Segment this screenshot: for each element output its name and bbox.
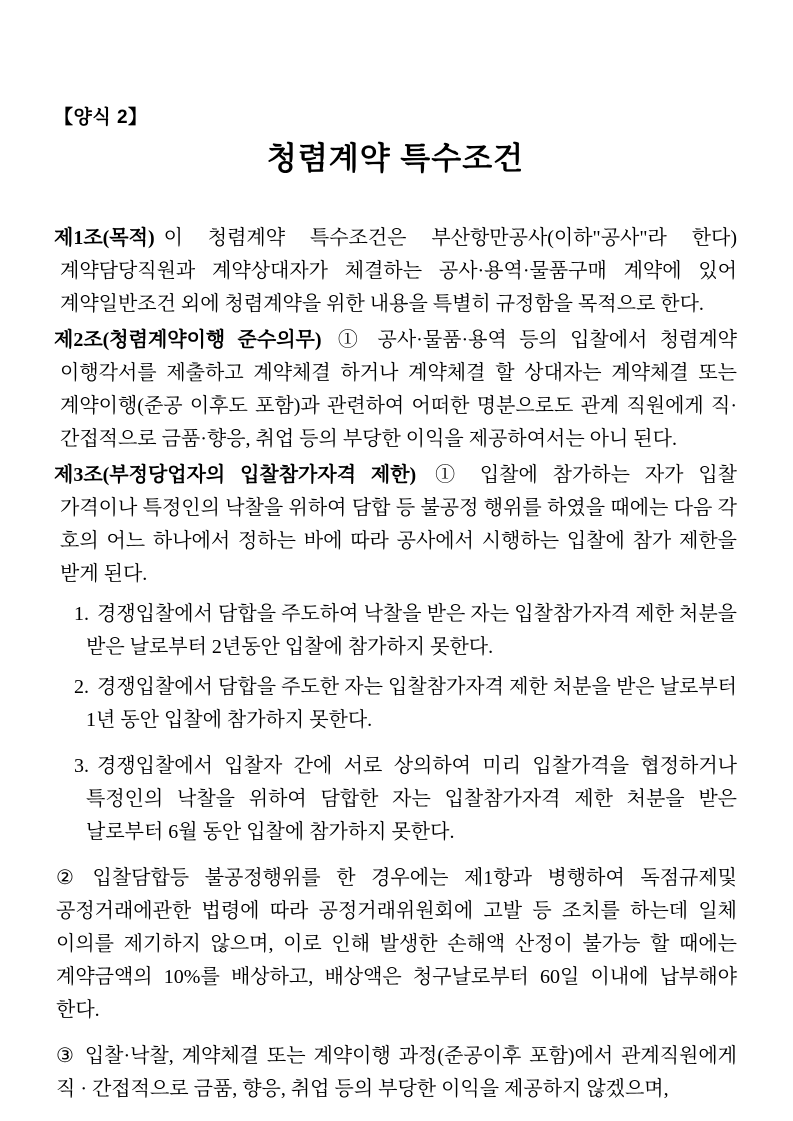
- article-2-body: ① 공사·물품·용역 등의 입찰에서 청렴계약 이행각서를 제출하고 계약체결 하거나 계약체결 할 상대자는 계약체결 또는 계약이행(준공 이후도 포함)과 관련하여 어떠한 명분으로도 관계 직원에게 직·간접적으로 금품·향응, 취업 등의 부당한 이익을 제공하여서는 아니 된다.: [60, 329, 737, 450]
- list-item-2: [54, 671, 737, 737]
- article-3: [54, 459, 737, 591]
- list-item-2-number: 2.: [74, 676, 89, 698]
- sub-paragraph-3-text: 입찰·낙찰, 계약체결 또는 계약이행 과정(준공이후 포함)에서 관계직원에게 직 · 간접적으로 금품, 향응, 취업 등의 부당한 이익을 제공하지 않겠으며,: [56, 1045, 737, 1100]
- list-item-1-text: 경쟁입찰에서 담합을 주도하여 낙찰을 받은 자는 입찰참가자격 제한 처분을 받은 날로부터 2년동안 입찰에 참가하지 못한다.: [86, 603, 737, 658]
- article-1-body: 이 청렴계약 특수조건은 부산항만공사(이하"공사"라 한다) 계약담당직원과 계약상대자가 체결하는 공사·용역·물품구매 계약에 있어 계약일반조건 외에 청렴계약을 위한 내용을 특별히 규정함을 목적으로 한다.: [60, 227, 737, 315]
- list-item-1-number: 1.: [74, 603, 89, 625]
- list-item-1: [54, 598, 737, 664]
- sub-paragraph-2-marker: ②: [56, 867, 85, 889]
- restriction-list: [54, 598, 737, 849]
- article-2-heading: 제2조(청렴계약이행 준수의무): [54, 329, 322, 351]
- list-item-3-number: 3.: [74, 755, 89, 777]
- document-title: 청렴계약 특수조건: [266, 141, 525, 176]
- form-label: 【양식 2】: [54, 107, 148, 128]
- list-item-3: [54, 750, 737, 849]
- sub-paragraph-3: [54, 1040, 737, 1106]
- sub-paragraph-3-marker: ③: [56, 1045, 77, 1067]
- list-item-3-text: 경쟁입찰에서 입찰자 간에 서로 상의하여 미리 입찰가격을 협정하거나 특정인의 낙찰을 위하여 담합한 자는 입찰참가자격 제한 처분을 받은 날로부터 6월 동안 입찰에 참가하지 못한다.: [86, 755, 737, 843]
- article-3-body: ① 입찰에 참가하는 자가 입찰 가격이나 특정인의 낙찰을 위하여 담합 등 불공정 행위를 하였을 때에는 다음 각 호의 어느 하나에서 정하는 바에 따라 공사에서 시행하는 입찰에 참가 제한을 받게 된다.: [60, 464, 737, 585]
- article-1: [54, 222, 737, 321]
- article-3-heading: 제3조(부정당업자의 입찰참가자격 제한): [54, 464, 417, 486]
- article-2: [54, 324, 737, 456]
- list-item-2-text: 경쟁입찰에서 담합을 주도한 자는 입찰참가자격 제한 처분을 받은 날로부터 1년 동안 입찰에 참가하지 못한다.: [86, 676, 737, 731]
- sub-paragraph-2-text: 입찰담합등 불공정행위를 한 경우에는 제1항과 병행하여 독점규제및 공정거래에관한 법령에 따라 공정거래위원회에 고발 등 조치를 하는데 일체 이의를 제기하지 않으며, 이로 인해 발생한 손해액 산정이 불가능 할 때에는 계약금액의 10%를 배상하고, 배상액은 청구날로부터 60일 이내에 납부해야 한다.: [56, 867, 737, 1021]
- article-1-heading: 제1조(목적): [54, 227, 155, 249]
- sub-paragraph-2: [54, 862, 737, 1027]
